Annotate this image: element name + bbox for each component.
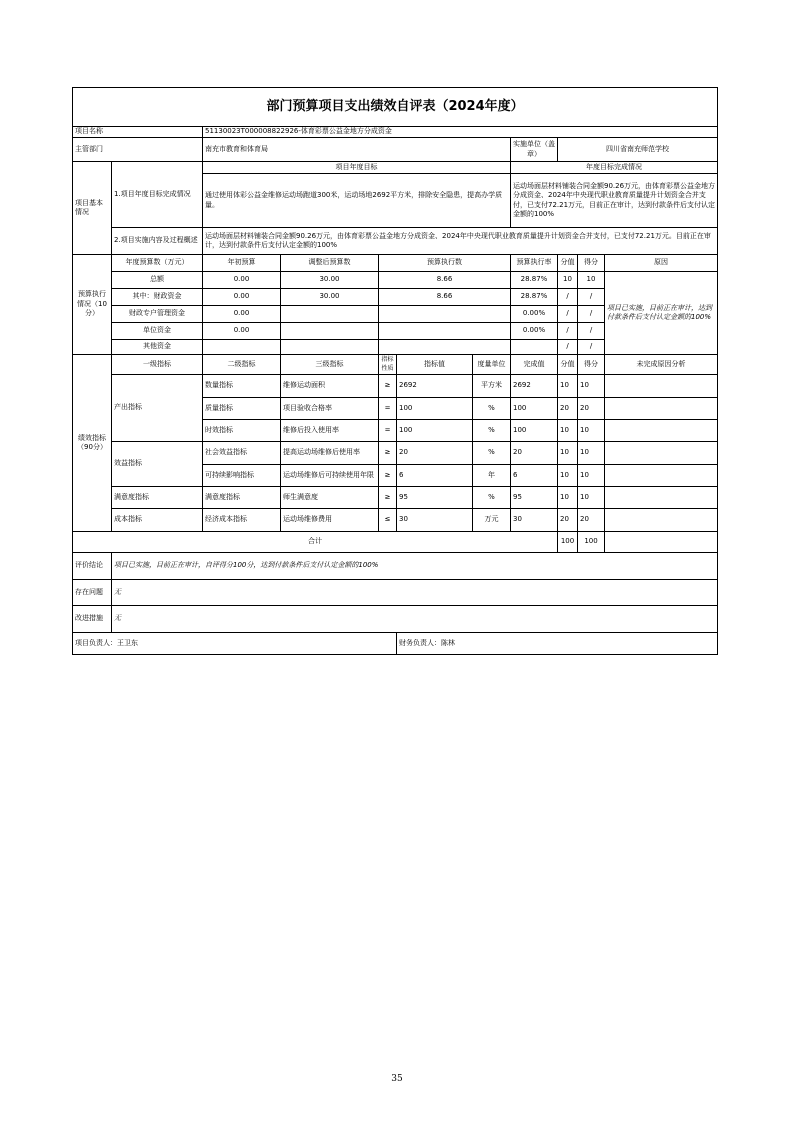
cell: 2692	[397, 375, 473, 398]
cell: ≥	[379, 465, 397, 487]
label: 主管部门	[73, 138, 203, 162]
cell: 6	[397, 465, 473, 487]
cell: %	[473, 398, 511, 420]
cell: 维修后投入使用率	[281, 420, 379, 442]
cell: 项目验收合格率	[281, 398, 379, 420]
cell: 可持续影响指标	[203, 465, 281, 487]
empty-cell	[605, 509, 718, 532]
cell: /	[578, 323, 605, 340]
header: 得分	[578, 355, 605, 375]
header: 分值	[558, 255, 578, 272]
measure: 无	[112, 606, 718, 633]
process-text: 运动场面层材料铺装合同金额90.26万元，由体育彩票公益金地方分成资金、2024年中央现代职业教育质量提升计划资金合并支付，已支付72.21万元。目前正在审计，达到付款条件后支付认定金额的100%	[203, 228, 718, 255]
cell: =	[379, 420, 397, 442]
project-leader: 项目负责人：王卫东	[73, 633, 397, 655]
table-title: 部门预算项目支出绩效自评表（2024年度）	[73, 88, 718, 127]
label: 项目名称	[73, 127, 203, 138]
cell: 0.00	[203, 306, 281, 323]
cell: 95	[397, 487, 473, 509]
cell	[379, 323, 511, 340]
cell	[379, 306, 511, 323]
header: 原因	[605, 255, 718, 272]
header: 完成值	[511, 355, 558, 375]
cell: 满意度指标	[203, 487, 281, 509]
cell: %	[473, 442, 511, 465]
cell: 年	[473, 465, 511, 487]
label: 项目基本情况	[73, 162, 112, 255]
empty-cell	[605, 420, 718, 442]
header: 预算执行数	[379, 255, 511, 272]
cell	[281, 323, 379, 340]
cell: 其他资金	[112, 340, 203, 355]
cell	[203, 340, 281, 355]
header: 项目年度目标	[203, 162, 511, 174]
cell: 10	[558, 420, 578, 442]
cell: 提高运动场维修后使用率	[281, 442, 379, 465]
cell: 时效指标	[203, 420, 281, 442]
header: 二级指标	[203, 355, 281, 375]
header: 预算执行率	[511, 255, 558, 272]
empty-cell	[605, 532, 718, 553]
cell: 0.00%	[511, 323, 558, 340]
cell: ≥	[379, 442, 397, 465]
cell: 运动场维修费用	[281, 509, 379, 532]
project-name: 51130023T000008822926-体育彩票公益金地方分成资金	[203, 127, 718, 138]
cell: 单位资金	[112, 323, 203, 340]
cell: 数量指标	[203, 375, 281, 398]
cell: 10	[558, 442, 578, 465]
cell: 30.00	[281, 272, 379, 289]
cell: 10	[578, 465, 605, 487]
total-weight: 100	[558, 532, 578, 553]
label: 1.项目年度目标完成情况	[112, 162, 203, 228]
cell: ≥	[379, 375, 397, 398]
empty-cell	[605, 375, 718, 398]
total-label: 合计	[73, 532, 558, 553]
cell: 10	[558, 272, 578, 289]
table-row	[73, 509, 718, 532]
finance-leader: 财务负责人：陈林	[397, 633, 718, 655]
header: 一级指标	[112, 355, 203, 375]
cell: /	[558, 323, 578, 340]
cell: 30.00	[281, 289, 379, 306]
self-evaluation-table	[72, 87, 718, 655]
page-number: 35	[391, 1074, 403, 1084]
cell: 20	[578, 398, 605, 420]
header: 调整后预算数	[281, 255, 379, 272]
conclusion: 项目已实施，目前正在审计，自评得分100分，达到付款条件后支付认定金额的100%	[112, 553, 718, 580]
cell: 10	[558, 465, 578, 487]
cell: 万元	[473, 509, 511, 532]
label: 存在问题	[73, 580, 112, 606]
reason: 项目已实施，目前正在审计，达到付款条件后支付认定金额的100%	[605, 272, 718, 355]
cell: 维修运动面积	[281, 375, 379, 398]
table-row	[73, 375, 718, 398]
cell: 95	[511, 487, 558, 509]
header: 三级指标	[281, 355, 379, 375]
cell: 社会效益指标	[203, 442, 281, 465]
label: 改进措施	[73, 606, 112, 633]
unit: 四川省南充师范学校	[558, 138, 718, 162]
label: 预算执行情况（10分）	[73, 255, 112, 355]
cell: 师生满意度	[281, 487, 379, 509]
cell: 10	[578, 420, 605, 442]
empty-cell	[605, 465, 718, 487]
cell: 经济成本指标	[203, 509, 281, 532]
table-row	[73, 442, 718, 465]
cell: 10	[558, 375, 578, 398]
done-text: 运动场面层材料铺装合同金额90.26万元，由体育彩票公益金地方分成资金、2024年中央现代职业教育质量提升计划资金合并支付，已支付72.21万元，目前正在审计，达到付款条件后支付认定金额的100%	[511, 174, 718, 228]
cell: 运动场维修后可持续使用年限	[281, 465, 379, 487]
cell: /	[558, 340, 578, 355]
cell: 效益指标	[112, 442, 203, 487]
cell: 30	[397, 509, 473, 532]
table-row	[73, 487, 718, 509]
cell: 10	[578, 487, 605, 509]
dept: 南充市教育和体育局	[203, 138, 511, 162]
cell: 产出指标	[112, 375, 203, 442]
cell: 6	[511, 465, 558, 487]
empty-cell	[605, 442, 718, 465]
cell: 平方米	[473, 375, 511, 398]
cell: ≤	[379, 509, 397, 532]
cell: /	[578, 289, 605, 306]
empty-cell	[605, 487, 718, 509]
cell: 总额	[112, 272, 203, 289]
header: 年度预算数（万元）	[112, 255, 203, 272]
cell: 28.87%	[511, 272, 558, 289]
cell: =	[379, 398, 397, 420]
cell	[379, 340, 511, 355]
cell: 满意度指标	[112, 487, 203, 509]
label: 绩效指标（90分）	[73, 355, 112, 532]
cell: 30	[511, 509, 558, 532]
cell: 0.00	[203, 323, 281, 340]
problem: 无	[112, 580, 718, 606]
cell: 100	[397, 420, 473, 442]
cell: 质量指标	[203, 398, 281, 420]
cell: 8.66	[379, 272, 511, 289]
cell: 10	[558, 487, 578, 509]
cell: /	[558, 306, 578, 323]
cell: ≥	[379, 487, 397, 509]
cell: 20	[558, 509, 578, 532]
cell: /	[558, 289, 578, 306]
label: 实施单位（盖章）	[511, 138, 558, 162]
cell: 成本指标	[112, 509, 203, 532]
table-row	[73, 272, 718, 289]
cell: 28.87%	[511, 289, 558, 306]
cell: 20	[397, 442, 473, 465]
label: 2.项目实施内容及过程概述	[112, 228, 203, 255]
goal-text: 通过使用体彩公益金维修运动场跑道300米，运动场地2692平方米，排除安全隐患，提高办学质量。	[203, 174, 511, 228]
cell: /	[578, 306, 605, 323]
cell: 0.00	[203, 289, 281, 306]
cell: 100	[511, 398, 558, 420]
cell: 10	[578, 442, 605, 465]
cell: 0.00	[203, 272, 281, 289]
cell: 10	[578, 375, 605, 398]
header: 年初预算	[203, 255, 281, 272]
label: 评价结论	[73, 553, 112, 580]
cell: 20	[578, 509, 605, 532]
cell: %	[473, 487, 511, 509]
total-score: 100	[578, 532, 605, 553]
cell: 其中：财政资金	[112, 289, 203, 306]
cell: 财政专户管理资金	[112, 306, 203, 323]
cell: 8.66	[379, 289, 511, 306]
header: 年度目标完成情况	[511, 162, 718, 174]
header: 指标性质	[379, 355, 397, 375]
cell	[511, 340, 558, 355]
cell	[281, 340, 379, 355]
cell	[281, 306, 379, 323]
header: 得分	[578, 255, 605, 272]
cell: 20	[558, 398, 578, 420]
empty-cell	[605, 398, 718, 420]
cell: /	[578, 340, 605, 355]
cell: 2692	[511, 375, 558, 398]
cell: 10	[578, 272, 605, 289]
header: 度量单位	[473, 355, 511, 375]
cell: 0.00%	[511, 306, 558, 323]
cell: 20	[511, 442, 558, 465]
cell: %	[473, 420, 511, 442]
cell: 100	[511, 420, 558, 442]
header: 未完成原因分析	[605, 355, 718, 375]
cell: 100	[397, 398, 473, 420]
header: 指标值	[397, 355, 473, 375]
header: 分值	[558, 355, 578, 375]
